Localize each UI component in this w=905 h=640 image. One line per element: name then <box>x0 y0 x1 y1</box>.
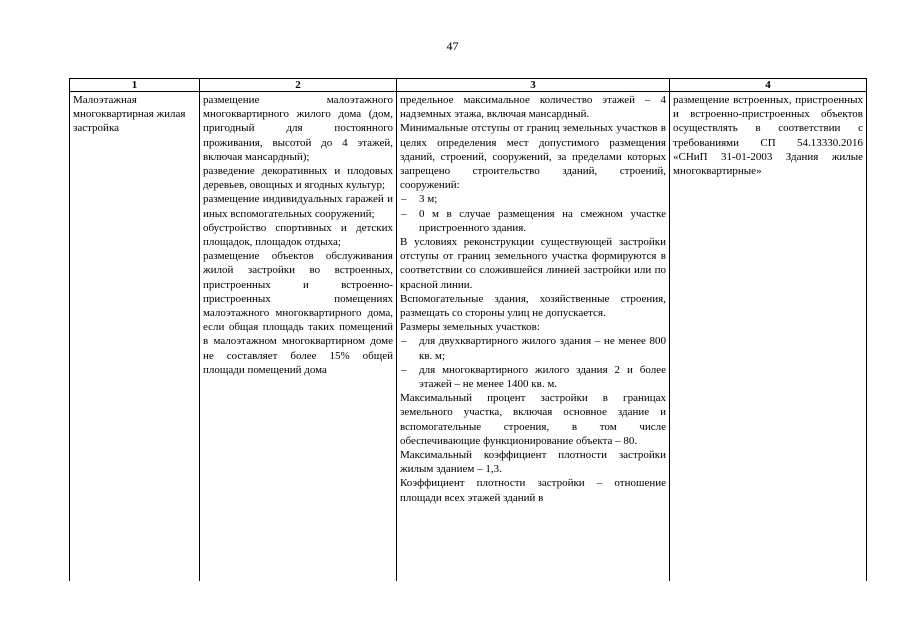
dash-marker: – <box>401 335 407 348</box>
param-paragraph: Коэффициент плотности застройки – отношение площади всех этажей зданий в <box>400 477 666 504</box>
param-paragraph: Минимальные отступы от границ земельных участков в целях определения мест допустимого размещения зданий, строений, сооружений, за пределами которых запрещено строительство зданий, строений, сооружений: <box>400 122 666 192</box>
use-item: размещение малоэтажного многоквартирного жилого дома (дом, пригодный для постоянного проживания, высотой до 4 этажей, включая мансардный); <box>203 94 393 163</box>
zone-name: Малоэтажная многоквартирная жилая застройка <box>73 94 186 135</box>
notes-cell <box>670 92 867 582</box>
permitted-uses-cell <box>200 92 397 582</box>
size-item: – для многоквартирного жилого здания 2 и более этажей – не менее 1400 кв. м. <box>401 363 666 391</box>
use-item: размещение объектов обслуживания жилой застройки во встроенных, пристроенных и встроенно-пристроенных помещениях малоэтажного многоквартирного дома, если общая площадь таких помещений в малоэтажном многоквартирном доме не составляет более 15% общей площади помещений дома <box>203 250 393 376</box>
indent-item: – 0 м в случае размещения на смежном участке пристроенного здания. <box>401 207 666 234</box>
zone-name-cell <box>70 92 200 582</box>
size-item: – для двухквартирного жилого здания – не менее 800 кв. м; <box>401 335 666 362</box>
dash-marker: – <box>401 193 407 206</box>
dash-marker: – <box>401 207 407 220</box>
use-item: размещение индивидуальных гаражей и иных вспомогательных сооружений; <box>203 193 393 220</box>
notes-text: размещение встроенных, пристроенных и встроенно-пристроенных объектов осуществлять в соответствии с требованиями СП 54.13330.2016 «СНиП 31-01-2003 Здания жилые многоквартирные» <box>673 94 863 178</box>
table-row <box>70 92 867 582</box>
indent-item: – 3 м; <box>401 193 438 206</box>
param-paragraph: Максимальный коэффициент плотности застройки жилым зданием – 1,3. <box>400 449 666 476</box>
use-item: обустройство спортивных и детских площадок, площадок отдыха; <box>203 221 393 249</box>
header-col-4: 4 <box>670 79 867 92</box>
header-col-1: 1 <box>70 79 200 92</box>
param-paragraph: Вспомогательные здания, хозяйственные строения, размещать со стороны улиц не допускается. <box>400 292 666 320</box>
zoning-table <box>69 78 867 581</box>
parameters-cell <box>397 92 670 582</box>
param-paragraph: предельное максимальное количество этажей – 4 надземных этажа, включая мансардный. <box>400 94 666 121</box>
header-row <box>70 79 867 92</box>
header-col-3: 3 <box>397 79 670 92</box>
page-number: 47 <box>446 39 459 53</box>
dash-marker: – <box>401 363 407 376</box>
use-item: разведение декоративных и плодовых деревьев, овощных и ягодных культур; <box>203 165 393 192</box>
param-paragraph: Размеры земельных участков: <box>400 321 540 334</box>
param-paragraph: Максимальный процент застройки в границах земельного участка, включая основное здание и вспомогательные строения, в том числе обеспечивающие функционирование объекта – 80. <box>400 392 666 447</box>
header-col-2: 2 <box>200 79 397 92</box>
param-paragraph: В условиях реконструкции существующей застройки отступы от границ земельного участка формируются в соответствии со сложившейся линией застройки или по красной линии. <box>400 236 666 291</box>
